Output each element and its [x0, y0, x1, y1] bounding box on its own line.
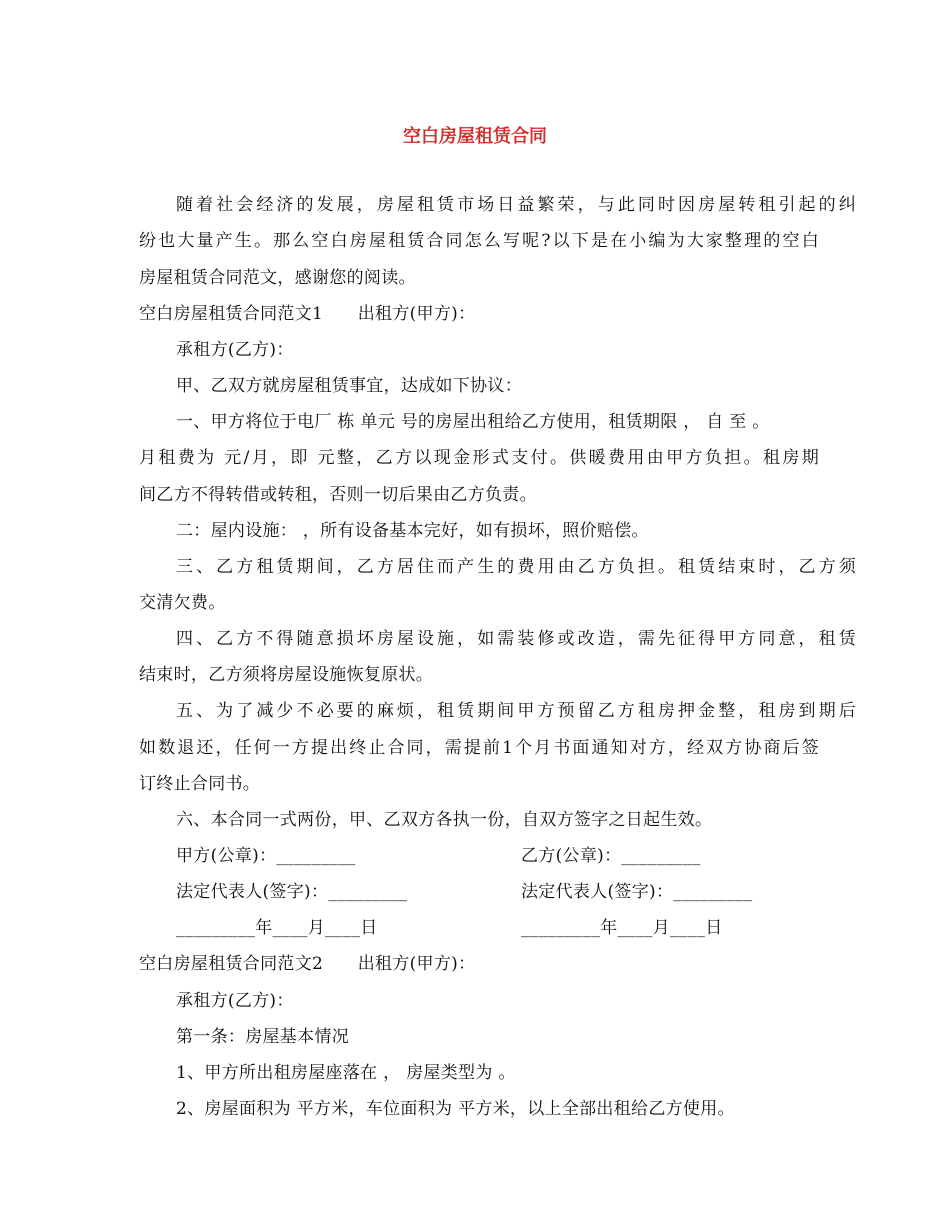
section-heading: 空白房屋租赁合同范文2 出租方(甲方)：	[139, 954, 476, 974]
paragraph-line: 如数退还，任何一方提出终止合同，需提前1个月书面通知对方，经双方协商后签	[139, 738, 819, 758]
paragraph-line: 六、本合同一式两份，甲、乙双方各执一份，自双方签字之日起生效。	[176, 810, 713, 830]
paragraph-line: 承租方(乙方)：	[176, 991, 294, 1011]
paragraph-line: 纷也大量产生。那么空白房屋租赁合同怎么写呢?以下是在小编为大家整理的空白	[139, 231, 819, 251]
paragraph-line: 甲、乙双方就房屋租赁事宜，达成如下协议：	[176, 376, 522, 396]
paragraph-line: 2、房屋面积为 平方米，车位面积为 平方米，以上全部出租给乙方使用。	[176, 1099, 735, 1119]
paragraph-line: 四、乙方不得随意损坏房屋设施，如需装修或改造，需先征得甲方同意，租赁	[176, 629, 856, 649]
document-title: 空白房屋租赁合同	[403, 126, 547, 147]
party-a-date: _________年____月____日	[176, 918, 378, 938]
paragraph-line: 月租费为 元/月，即 元整，乙方以现金形式支付。供暖费用由甲方负担。租房期	[139, 448, 819, 468]
paragraph-line: 五、为了减少不必要的麻烦，租赁期间甲方预留乙方租房押金整，租房到期后	[176, 701, 856, 721]
paragraph-line: 1、甲方所出租房屋座落在 ， 房屋类型为 。	[176, 1063, 516, 1083]
party-b-date: _________年____月____日	[521, 918, 723, 938]
party-b-representative: 法定代表人(签字)：_________	[521, 882, 753, 902]
paragraph-line: 一、甲方将位于电厂 栋 单元 号的房屋出租给乙方使用，租赁期限 ， 自 至 。	[176, 412, 770, 432]
paragraph-line: 第一条：房屋基本情况	[176, 1027, 349, 1047]
party-a-seal: 甲方(公章)：_________	[176, 846, 356, 866]
paragraph-line: 订终止合同书。	[139, 774, 261, 794]
paragraph-line: 二：屋内设施： ，所有设备基本完好，如有损坏，照价赔偿。	[176, 521, 649, 541]
paragraph-line: 随着社会经济的发展，房屋租赁市场日益繁荣，与此同时因房屋转租引起的纠	[176, 195, 856, 215]
paragraph-line: 承租方(乙方)：	[176, 340, 294, 360]
section-heading: 空白房屋租赁合同范文1 出租方(甲方)：	[139, 304, 476, 324]
party-b-seal: 乙方(公章)：_________	[521, 846, 701, 866]
paragraph-line: 房屋租赁合同范文，感谢您的阅读。	[139, 268, 416, 288]
party-a-representative: 法定代表人(签字)：_________	[176, 882, 408, 902]
paragraph-line: 结束时，乙方须将房屋设施恢复原状。	[139, 665, 434, 685]
paragraph-line: 间乙方不得转借或转租，否则一切后果由乙方负责。	[139, 485, 537, 505]
paragraph-line: 三、乙方租赁期间，乙方居住而产生的费用由乙方负担。租赁结束时，乙方须	[176, 557, 856, 577]
paragraph-line: 交清欠费。	[139, 593, 226, 613]
